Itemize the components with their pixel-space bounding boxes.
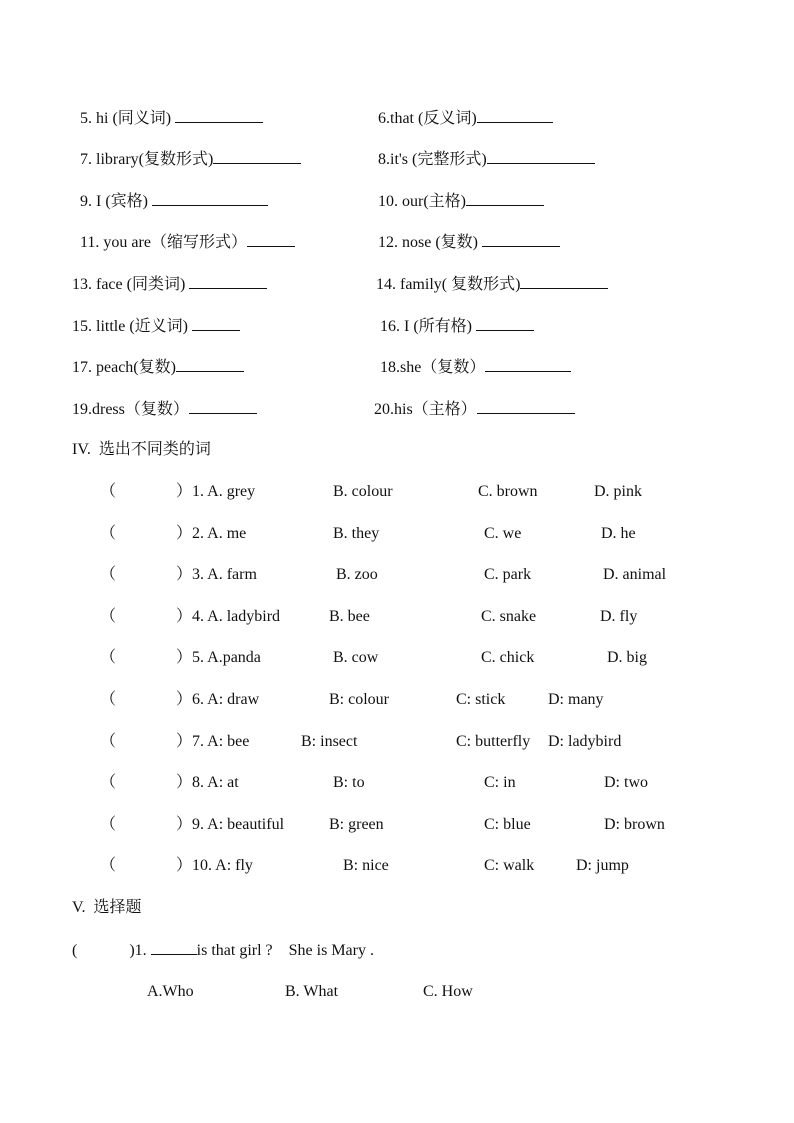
- answer-blank[interactable]: [189, 399, 257, 414]
- answer-blank[interactable]: （: [100, 608, 117, 625]
- answer-blank[interactable]: [176, 357, 244, 372]
- answer-blank[interactable]: [189, 274, 267, 289]
- word-form-item: 17. peach(复数): [72, 357, 244, 378]
- answer-blank[interactable]: （: [100, 857, 117, 874]
- option-c: C. snake: [481, 608, 537, 625]
- option-b: B. cow: [333, 649, 379, 666]
- word-form-item: 20.his（主格）: [374, 399, 575, 420]
- word-form-item: 14. family( 复数形式): [376, 274, 608, 295]
- word-form-item: 16. I (所有格): [380, 316, 534, 337]
- word-form-item: 13. face (同类词): [72, 274, 267, 295]
- answer-blank[interactable]: [487, 149, 595, 164]
- answer-blank[interactable]: [485, 357, 571, 372]
- answer-blank[interactable]: [477, 399, 575, 414]
- list-item: [100, 648, 116, 668]
- list-item: [100, 773, 116, 793]
- list-item: [100, 482, 116, 502]
- option-b: B. What: [285, 983, 339, 1000]
- answer-blank[interactable]: [192, 316, 240, 331]
- option-c: C: walk: [484, 857, 535, 874]
- answer-blank[interactable]: [175, 108, 263, 123]
- option-b: B: colour: [329, 691, 389, 708]
- option-d: D. animal: [603, 566, 667, 583]
- list-item: ）9. A: beautiful: [176, 816, 285, 833]
- option-d: D. pink: [594, 483, 642, 500]
- word-form-item: 18.she（复数）: [380, 357, 571, 378]
- answer-blank[interactable]: （: [100, 733, 117, 750]
- option-c: C. chick: [481, 649, 535, 666]
- answer-blank[interactable]: [151, 940, 197, 955]
- list-item: ）7. A: bee: [176, 733, 250, 750]
- list-item: [100, 607, 116, 627]
- option-a: A.Who: [147, 983, 194, 1000]
- list-item: ）4. A. ladybird: [176, 608, 281, 625]
- option-d: D: brown: [604, 816, 665, 833]
- option-d: D: two: [604, 774, 648, 791]
- answer-blank[interactable]: （: [100, 525, 117, 542]
- list-item: ）5. A.panda: [176, 649, 261, 666]
- word-form-item: 19.dress（复数）: [72, 399, 257, 420]
- option-b: B. zoo: [336, 566, 378, 583]
- list-item: [100, 690, 116, 710]
- option-c: C. park: [484, 566, 532, 583]
- list-item: ）6. A: draw: [176, 691, 260, 708]
- word-form-item: 10. our(主格): [378, 191, 544, 212]
- option-c: C. we: [484, 525, 522, 542]
- word-form-item: 11. you are（缩写形式）: [80, 232, 295, 253]
- section-heading: V. 选择题: [72, 899, 142, 916]
- answer-blank[interactable]: （: [100, 691, 117, 708]
- answer-blank[interactable]: [520, 274, 608, 289]
- option-c: C: blue: [484, 816, 531, 833]
- answer-blank[interactable]: [213, 149, 301, 164]
- option-d: D. he: [601, 525, 636, 542]
- list-item: ）1. A. grey: [176, 483, 256, 500]
- answer-blank[interactable]: [482, 232, 560, 247]
- list-item: [100, 856, 116, 876]
- answer-blank[interactable]: （: [100, 816, 117, 833]
- word-form-item: 5. hi (同义词): [80, 108, 263, 129]
- word-form-item: 6.that (反义词): [378, 108, 553, 129]
- answer-blank[interactable]: [477, 108, 553, 123]
- answer-blank[interactable]: （: [100, 483, 117, 500]
- option-c: C. How: [423, 983, 473, 1000]
- answer-blank[interactable]: [152, 191, 268, 206]
- option-d: D: ladybird: [548, 733, 622, 750]
- option-c: C: butterfly: [456, 733, 531, 750]
- option-b: B: to: [333, 774, 365, 791]
- option-b: B: green: [329, 816, 384, 833]
- option-d: D. fly: [600, 608, 638, 625]
- option-d: D: jump: [576, 857, 629, 874]
- list-item: [100, 732, 116, 752]
- word-form-item: 15. little (近义词): [72, 316, 240, 337]
- list-item: ）10. A: fly: [176, 857, 253, 874]
- answer-blank[interactable]: [476, 316, 534, 331]
- list-item: ）8. A: at: [176, 774, 239, 791]
- answer-blank[interactable]: （: [100, 566, 117, 583]
- word-form-item: 8.it's (完整形式): [378, 149, 595, 170]
- word-form-item: 12. nose (复数): [378, 232, 560, 253]
- answer-blank[interactable]: [466, 191, 544, 206]
- option-b: B. they: [333, 525, 380, 542]
- list-item: [100, 565, 116, 585]
- option-c: C. brown: [478, 483, 538, 500]
- word-form-item: 7. library(复数形式): [80, 149, 301, 170]
- answer-blank[interactable]: （: [100, 774, 117, 791]
- list-item: ）3. A. farm: [176, 566, 257, 583]
- option-c: C: in: [484, 774, 516, 791]
- list-item: [100, 815, 116, 835]
- option-b: B: nice: [343, 857, 389, 874]
- question-1: ( )1. is that girl ? She is Mary .: [72, 942, 374, 959]
- answer-blank[interactable]: （: [100, 649, 117, 666]
- answer-blank[interactable]: [247, 232, 295, 247]
- option-b: B. bee: [329, 608, 370, 625]
- list-item: ）2. A. me: [176, 525, 247, 542]
- list-item: [100, 524, 116, 544]
- option-d: D. big: [607, 649, 647, 666]
- section-heading: IV. 选出不同类的词: [72, 441, 211, 458]
- option-b: B: insect: [301, 733, 358, 750]
- word-form-item: 9. I (宾格): [80, 191, 268, 212]
- option-d: D: many: [548, 691, 604, 708]
- option-b: B. colour: [333, 483, 393, 500]
- option-c: C: stick: [456, 691, 506, 708]
